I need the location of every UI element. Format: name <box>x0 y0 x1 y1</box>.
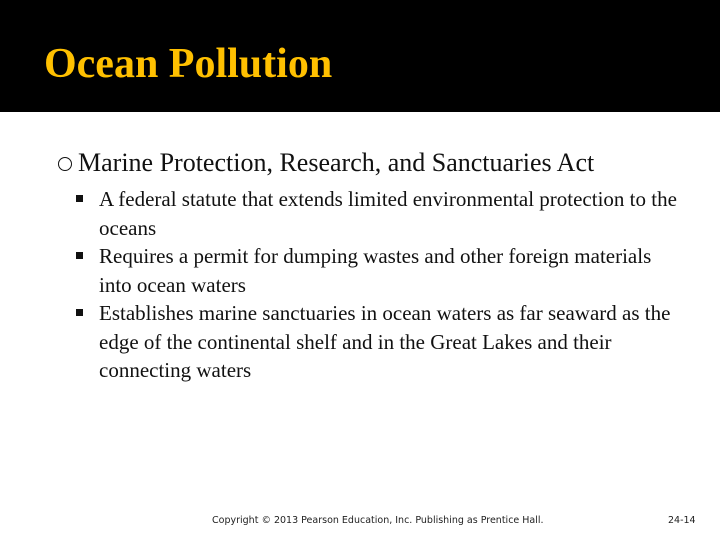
sub-bullet-item <box>0 185 689 242</box>
sub-bullet-text: A federal statute that extends limited environmental protection to the oceans <box>99 187 677 240</box>
sub-bullet-text: Establishes marine sanctuaries in ocean waters as far seaward as the edge of the continental shelf and in the Great Lakes and their connecting waters <box>99 301 671 382</box>
footer-page-number: 24-14 <box>668 515 696 526</box>
hollow-circle-bullet-icon <box>58 157 72 171</box>
sub-bullet-item <box>0 299 689 385</box>
square-bullet-icon <box>76 252 83 259</box>
main-bullet-item <box>58 146 594 180</box>
title-bar <box>0 0 720 112</box>
main-bullet-text: Marine Protection, Research, and Sanctuaries Act <box>78 148 595 177</box>
square-bullet-icon <box>76 195 83 202</box>
square-bullet-icon <box>76 309 83 316</box>
sub-bullet-text: Requires a permit for dumping wastes and other foreign materials into ocean waters <box>99 244 652 297</box>
sub-bullet-list <box>0 185 720 385</box>
sub-bullet-item <box>0 242 689 299</box>
footer-copyright: Copyright © 2013 Pearson Education, Inc. Publishing as Prentice Hall. <box>212 515 544 526</box>
slide-title: Ocean Pollution <box>44 41 333 87</box>
